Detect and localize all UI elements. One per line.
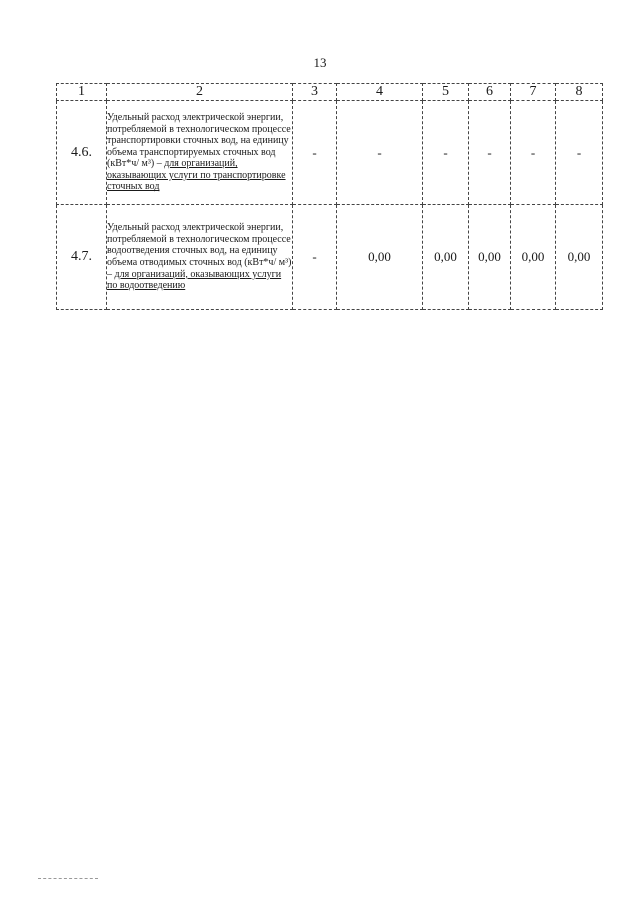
row-number: 4.7. [57,205,107,310]
header-col-8: 8 [556,84,603,101]
header-col-1: 1 [57,84,107,101]
table-row [57,101,603,205]
cell-col-3: - [293,101,337,205]
cell-col-4: - [337,101,423,205]
row-number: 4.6. [57,101,107,205]
cell-col-6: - [469,101,511,205]
cell-col-7: - [511,101,556,205]
page-number: 13 [313,55,327,70]
row-description [107,205,293,310]
header-col-2: 2 [107,84,293,101]
header-col-3: 3 [293,84,337,101]
cell-col-5: - [423,101,469,205]
row-description [107,101,293,205]
description-underlined-text: для организаций, оказывающих услуги по транспортировке сточных вод [107,158,286,193]
table-row [57,205,603,310]
description-text: Удельный расход электрической энергии, потребляемой в технологическом процессе транспортировки сточных вод, на единицу объема транспортируемых сточных вод (кВт*ч/ м³) – [107,111,291,170]
cell-col-8: 0,00 [556,205,603,310]
description-underlined-text: для организаций, оказывающих услуги по водоотведению [107,268,282,292]
cell-col-6: 0,00 [469,205,511,310]
header-col-4: 4 [337,84,423,101]
indicator-table [56,83,603,310]
cell-col-4: 0,00 [337,205,423,310]
cell-col-5: 0,00 [423,205,469,310]
cell-col-7: 0,00 [511,205,556,310]
description-text: Удельный расход электрической энергии, потребляемой в технологическом процессе водоотведения сточных вод, на единицу объема отводимых сточных вод (кВт*ч/ м³) – [107,222,292,280]
cell-col-8: - [556,101,603,205]
table-header-row [57,84,603,101]
footer-divider [38,878,98,879]
header-col-7: 7 [511,84,556,101]
header-col-5: 5 [423,84,469,101]
cell-col-3: - [293,205,337,310]
header-col-6: 6 [469,84,511,101]
